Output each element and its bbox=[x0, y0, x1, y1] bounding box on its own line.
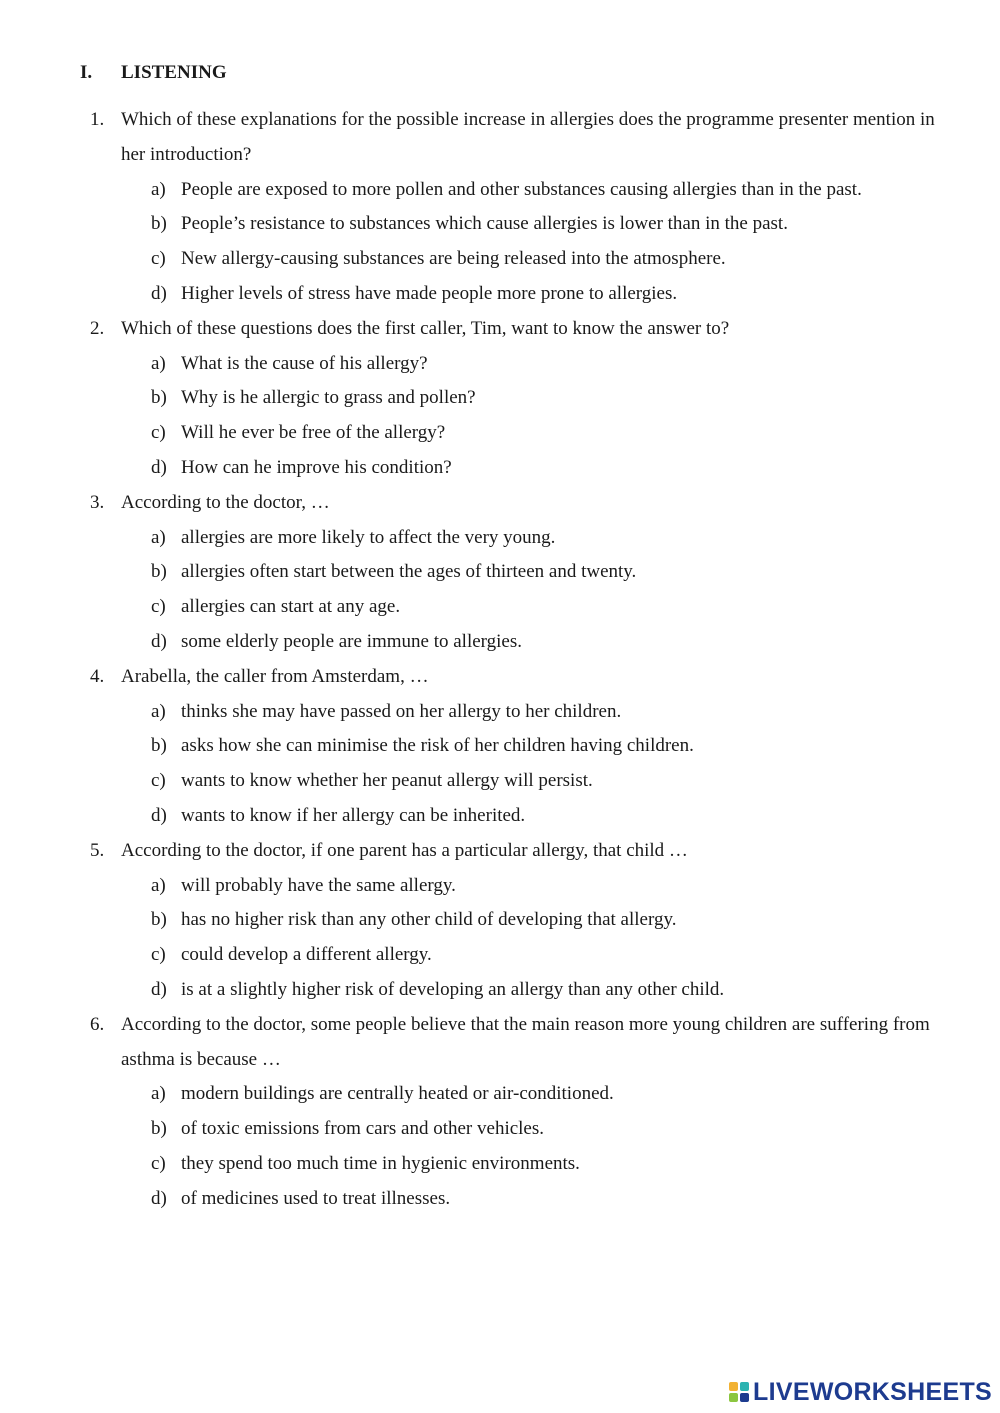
question bbox=[90, 1008, 950, 1078]
option-text: How can he improve his condition? bbox=[181, 456, 452, 478]
option-text: allergies are more likely to affect the very young. bbox=[181, 526, 556, 548]
answer-option bbox=[90, 1077, 950, 1112]
option-letter: b) bbox=[151, 909, 167, 931]
question-block bbox=[90, 312, 950, 486]
answer-option bbox=[90, 799, 950, 834]
answer-options bbox=[90, 1077, 950, 1216]
answer-option bbox=[90, 347, 950, 382]
option-text: Will he ever be free of the allergy? bbox=[181, 422, 446, 444]
answer-option bbox=[90, 451, 950, 486]
option-text: What is the cause of his allergy? bbox=[181, 352, 428, 374]
question-block bbox=[90, 1008, 950, 1217]
answer-option bbox=[90, 207, 950, 242]
answer-options bbox=[90, 695, 950, 834]
answer-option bbox=[90, 903, 950, 938]
question-text: Which of these explanations for the possible increase in allergies does the programme presenter mention in her introduction? bbox=[121, 109, 935, 165]
question-block bbox=[90, 834, 950, 1008]
option-letter: a) bbox=[151, 526, 166, 548]
option-letter: d) bbox=[151, 456, 167, 478]
answer-option bbox=[90, 973, 950, 1008]
answer-options bbox=[90, 173, 950, 312]
option-letter: b) bbox=[151, 1118, 167, 1140]
answer-option bbox=[90, 764, 950, 799]
answer-option bbox=[90, 869, 950, 904]
option-text: of toxic emissions from cars and other vehicles. bbox=[181, 1118, 545, 1140]
answer-option bbox=[90, 173, 950, 208]
option-letter: c) bbox=[151, 944, 166, 966]
option-letter: a) bbox=[151, 874, 166, 896]
option-text: modern buildings are centrally heated or air-conditioned. bbox=[181, 1083, 614, 1105]
option-text: People are exposed to more pollen and other substances causing allergies than in the past. bbox=[181, 178, 862, 200]
option-text: has no higher risk than any other child of developing that allergy. bbox=[181, 909, 677, 931]
option-letter: c) bbox=[151, 770, 166, 792]
question bbox=[90, 834, 950, 869]
question bbox=[90, 103, 950, 173]
liveworksheets-watermark bbox=[729, 1379, 992, 1405]
answer-option bbox=[90, 277, 950, 312]
answer-option bbox=[90, 625, 950, 660]
option-letter: a) bbox=[151, 1083, 166, 1105]
option-text: of medicines used to treat illnesses. bbox=[181, 1187, 451, 1209]
option-letter: b) bbox=[151, 387, 167, 409]
answer-options bbox=[90, 521, 950, 660]
option-letter: d) bbox=[151, 630, 167, 652]
option-text: some elderly people are immune to allergies. bbox=[181, 630, 523, 652]
option-text: New allergy-causing substances are being released into the atmosphere. bbox=[181, 248, 726, 270]
liveworksheets-logo-icon bbox=[729, 1382, 749, 1402]
option-text: Higher levels of stress have made people more prone to allergies. bbox=[181, 282, 678, 304]
question-text: According to the doctor, some people believe that the main reason more young children are suffering from asthma is because … bbox=[121, 1013, 930, 1070]
answer-options bbox=[90, 347, 950, 486]
section-title: LISTENING bbox=[121, 62, 227, 83]
option-text: is at a slightly higher risk of developing an allergy than any other child. bbox=[181, 978, 725, 1000]
section-number: I. bbox=[80, 62, 93, 83]
answer-option bbox=[90, 381, 950, 416]
question-number: 3. bbox=[90, 491, 105, 513]
question bbox=[90, 660, 950, 695]
watermark-text: LIVEWORKSHEETS bbox=[753, 1377, 992, 1406]
option-text: Why is he allergic to grass and pollen? bbox=[181, 387, 476, 409]
question-text: According to the doctor, if one parent has a particular allergy, that child … bbox=[121, 839, 688, 861]
question-number: 1. bbox=[90, 109, 105, 130]
option-letter: c) bbox=[151, 1152, 166, 1174]
question bbox=[90, 312, 950, 347]
question-number: 2. bbox=[90, 317, 105, 339]
option-text: People’s resistance to substances which cause allergies is lower than in the past. bbox=[181, 213, 788, 235]
answer-option bbox=[90, 729, 950, 764]
option-letter: a) bbox=[151, 700, 166, 722]
option-text: allergies can start at any age. bbox=[181, 596, 401, 618]
question-block bbox=[90, 660, 950, 834]
question-text: According to the doctor, … bbox=[121, 491, 330, 513]
option-text: they spend too much time in hygienic environments. bbox=[181, 1152, 580, 1174]
answer-option bbox=[90, 555, 950, 590]
option-letter: d) bbox=[151, 1187, 167, 1209]
option-letter: a) bbox=[151, 178, 166, 200]
option-letter: d) bbox=[151, 978, 167, 1000]
option-letter: b) bbox=[151, 561, 167, 583]
option-letter: b) bbox=[151, 213, 167, 235]
answer-option bbox=[90, 1112, 950, 1147]
question bbox=[90, 486, 950, 521]
option-text: thinks she may have passed on her allergy to her children. bbox=[181, 700, 622, 722]
option-text: wants to know whether her peanut allergy will persist. bbox=[181, 770, 593, 792]
question-number: 6. bbox=[90, 1013, 105, 1035]
question-text: Which of these questions does the first caller, Tim, want to know the answer to? bbox=[121, 317, 730, 339]
answer-option bbox=[90, 938, 950, 973]
option-letter: c) bbox=[151, 596, 166, 618]
answer-option bbox=[90, 416, 950, 451]
option-letter: d) bbox=[151, 804, 167, 826]
answer-option bbox=[90, 242, 950, 277]
option-text: will probably have the same allergy. bbox=[181, 874, 456, 896]
option-text: asks how she can minimise the risk of her children having children. bbox=[181, 735, 694, 757]
question-number: 4. bbox=[90, 665, 105, 687]
answer-option bbox=[90, 1147, 950, 1182]
option-letter: a) bbox=[151, 352, 166, 374]
answer-option bbox=[90, 1182, 950, 1217]
option-letter: c) bbox=[151, 422, 166, 444]
answer-option bbox=[90, 521, 950, 556]
answer-options bbox=[90, 869, 950, 1008]
option-text: could develop a different allergy. bbox=[181, 944, 432, 966]
question-text: Arabella, the caller from Amsterdam, … bbox=[121, 665, 429, 687]
question-block bbox=[90, 486, 950, 660]
question-list bbox=[90, 103, 950, 1217]
question-number: 5. bbox=[90, 839, 105, 861]
option-letter: b) bbox=[151, 735, 167, 757]
answer-option bbox=[90, 590, 950, 625]
option-text: allergies often start between the ages of thirteen and twenty. bbox=[181, 561, 637, 583]
option-text: wants to know if her allergy can be inherited. bbox=[181, 804, 526, 826]
section-heading bbox=[80, 60, 227, 86]
answer-option bbox=[90, 695, 950, 730]
question-block bbox=[90, 103, 950, 312]
option-letter: d) bbox=[151, 282, 167, 304]
option-letter: c) bbox=[151, 248, 166, 270]
